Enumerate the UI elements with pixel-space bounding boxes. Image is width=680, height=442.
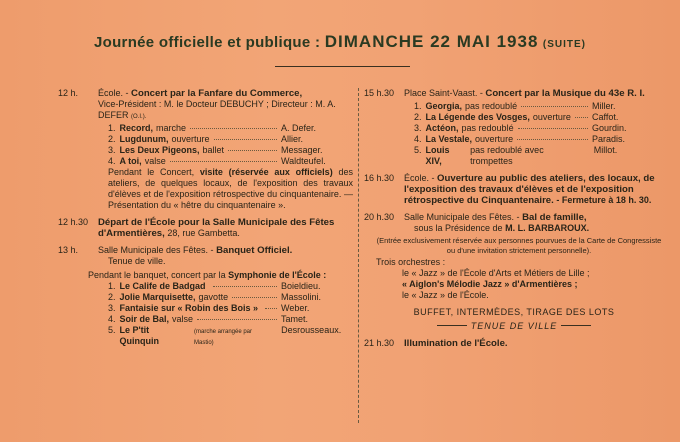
item-number: 5.	[108, 325, 116, 335]
title-prefix: Journée officielle et publique :	[93, 34, 321, 51]
event-block-20h30	[364, 212, 664, 332]
item-title: Fantaisie sur « Robin des Bois »	[119, 303, 259, 313]
program-item	[108, 123, 353, 134]
item-number: 5.	[414, 145, 422, 155]
event-closing: - Fermeture à 18 h. 30.	[556, 195, 652, 205]
left-column	[58, 88, 353, 353]
event-place: École. -	[98, 88, 129, 98]
leader-dots	[518, 128, 588, 129]
leader-dots	[265, 308, 277, 309]
column-divider	[358, 88, 359, 423]
item-number: 2.	[108, 134, 116, 144]
title-date: DIMANCHE 22 MAI 1938	[324, 32, 539, 51]
item-title: Actéon,	[425, 123, 459, 133]
program-item	[108, 325, 353, 349]
item-number: 4.	[108, 156, 116, 166]
item-composer: Massolini.	[281, 292, 322, 302]
event-time: 16 h.30	[364, 173, 395, 183]
event-time: 12 h.	[58, 88, 79, 98]
item-kind: ouverture	[475, 134, 514, 144]
page-title	[0, 32, 680, 52]
entry-note: (Entrée exclusivement réservée aux personnes pourvues de la Carte de Congressiste ou d'une invitation strictement personnelle).	[376, 236, 662, 255]
event-title: Ouverture au public des ateliers, des locaux, de l'exposition des travaux d'élèves et de l'exposition rétrospective du Cinquantenaire.	[404, 173, 655, 206]
dress-code: TENUE DE VILLE	[364, 321, 664, 332]
program-item	[108, 314, 353, 325]
event-time: 13 h.	[58, 245, 79, 255]
item-composer: Paradis.	[592, 134, 626, 144]
leader-dots	[197, 319, 277, 320]
item-number: 1.	[108, 281, 116, 291]
orchestra-item: le « Jazz » de l'École d'Arts et Métiers de Lille ;	[402, 268, 590, 278]
item-composer: Millot.	[593, 145, 618, 155]
program-item	[414, 145, 664, 167]
item-title: A toi,	[119, 156, 142, 166]
event-time: 21 h.30	[364, 338, 395, 348]
item-title: Les Deux Pigeons,	[119, 145, 200, 155]
dress-rule	[561, 325, 591, 326]
item-composer: Waldteufel.	[281, 156, 326, 166]
program-item	[414, 134, 664, 145]
item-kind: pas redoublé avec trompettes	[470, 145, 544, 166]
program-list	[404, 101, 664, 167]
item-title: Louis XIV,	[425, 145, 450, 166]
orchestra-intro: Trois orchestres :	[376, 257, 446, 267]
event-time: 15 h.30	[364, 88, 395, 98]
event-block-16h30	[364, 173, 664, 206]
item-composer: Messager.	[281, 145, 323, 155]
item-kind: pas redoublé	[461, 123, 514, 133]
item-number: 3.	[414, 123, 422, 133]
item-kind: (marche arrangée par Mastio)	[193, 329, 253, 346]
orchestra-item: le « Jazz » de l'École.	[402, 290, 489, 300]
item-kind: ouverture	[532, 112, 571, 122]
event-title: Bal de famille,	[522, 212, 587, 223]
item-composer: Allier.	[281, 134, 304, 144]
item-number: 4.	[414, 134, 422, 144]
leader-dots	[213, 286, 277, 287]
item-title: La Légende des Vosges,	[425, 112, 530, 122]
item-kind: valse	[144, 156, 166, 166]
event-place: École. -	[404, 173, 435, 183]
program-item	[414, 101, 664, 112]
event-time: 20 h.30	[364, 212, 395, 222]
program-list	[98, 123, 353, 167]
leader-dots	[228, 150, 277, 151]
event-place: Place Saint-Vaast. -	[404, 88, 483, 98]
leader-dots	[575, 117, 588, 118]
item-number: 3.	[108, 303, 116, 313]
leader-dots	[521, 106, 588, 107]
title-suite: (SUITE)	[542, 39, 586, 50]
event-block-13h	[58, 245, 353, 349]
leader-dots	[214, 139, 277, 140]
event-time: 12 h.30	[58, 217, 89, 227]
leader-dots	[190, 128, 277, 129]
program-item	[414, 112, 664, 123]
item-number: 1.	[414, 101, 422, 111]
program-item	[108, 281, 353, 292]
event-intro: Pendant le banquet, concert par la Symphonie de l'École :	[88, 270, 327, 280]
item-number: 2.	[414, 112, 422, 122]
item-composer: Caffot.	[592, 112, 619, 122]
item-composer: Miller.	[592, 101, 616, 111]
event-block-21h30	[364, 338, 664, 349]
item-composer: Boieldieu.	[281, 281, 321, 291]
event-note: Pendant le Concert, visite (réservée aux officiels) des ateliers, de quelques locaux, de l'exposition des travaux d'élèves et de l'exposition rétrospective du cinquantenaire. — Présentation du « hêtre du cinquantenaire ».	[108, 167, 353, 210]
item-title: Le Calife de Badgad	[119, 281, 206, 291]
event-title: Concert par la Fanfare du Commerce,	[131, 88, 303, 99]
item-title: Georgia,	[425, 101, 463, 111]
item-title: Record,	[119, 123, 154, 133]
item-number: 4.	[108, 314, 116, 324]
event-title: Illumination de l'École.	[404, 338, 508, 349]
event-dress: Tenue de ville.	[108, 256, 166, 266]
orchestra-item: « Aiglon's Mélodie Jazz » d'Armentières ;	[402, 279, 578, 289]
item-title: Jolie Marquisette,	[119, 292, 196, 302]
item-kind: valse	[172, 314, 194, 324]
program-item	[414, 123, 664, 134]
event-block-15h30	[364, 88, 664, 167]
event-staff: Vice-Président : M. le Docteur DEBUCHY ; Directeur : M. A. DEFER (O.I.).	[98, 99, 336, 120]
event-block-12h	[58, 88, 353, 211]
item-kind: ouverture	[171, 134, 210, 144]
leader-dots	[232, 297, 277, 298]
item-title: Lugdunum,	[119, 134, 169, 144]
event-title: Départ de l'École pour la Salle Municipale des Fêtes d'Armentières,	[98, 217, 335, 239]
program-item	[108, 303, 353, 314]
item-composer: Gourdin.	[592, 123, 627, 133]
item-number: 3.	[108, 145, 116, 155]
buffet-line: BUFFET, INTERMÈDES, TIRAGE DES LOTS	[413, 307, 615, 317]
event-title: Concert par la Musique du 43e R. I.	[485, 88, 645, 99]
item-title: Le P'tit Quinquin	[119, 325, 160, 346]
orchestra-list	[402, 268, 664, 301]
event-place: Salle Municipale des Fêtes. -	[404, 212, 520, 222]
item-composer: Desrousseaux.	[281, 325, 342, 335]
item-kind: marche	[156, 123, 187, 133]
event-presidency: sous la Présidence de M. L. BARBAROUX.	[414, 223, 590, 233]
program-list	[98, 281, 353, 349]
item-number: 1.	[108, 123, 116, 133]
event-title: Banquet Officiel.	[216, 245, 293, 256]
item-title: Soir de Bal,	[119, 314, 170, 324]
leader-dots	[170, 161, 277, 162]
program-item	[108, 134, 353, 145]
item-title: La Vestale,	[425, 134, 473, 144]
title-rule	[275, 66, 410, 67]
program-item	[108, 292, 353, 303]
event-place: Salle Municipale des Fêtes. -	[98, 245, 214, 255]
item-number: 2.	[108, 292, 116, 302]
dress-rule	[437, 325, 467, 326]
item-kind: gavotte	[198, 292, 229, 302]
right-column	[364, 88, 664, 353]
program-item	[108, 156, 353, 167]
item-composer: A. Defer.	[281, 123, 317, 133]
item-composer: Tamet.	[281, 314, 309, 324]
item-composer: Weber.	[281, 303, 310, 313]
item-kind: pas redoublé	[465, 101, 518, 111]
leader-dots	[517, 139, 588, 140]
item-kind: ballet	[202, 145, 225, 155]
event-block-12h30	[58, 217, 353, 239]
event-address: 28, rue Gambetta.	[167, 228, 240, 238]
program-item	[108, 145, 353, 156]
